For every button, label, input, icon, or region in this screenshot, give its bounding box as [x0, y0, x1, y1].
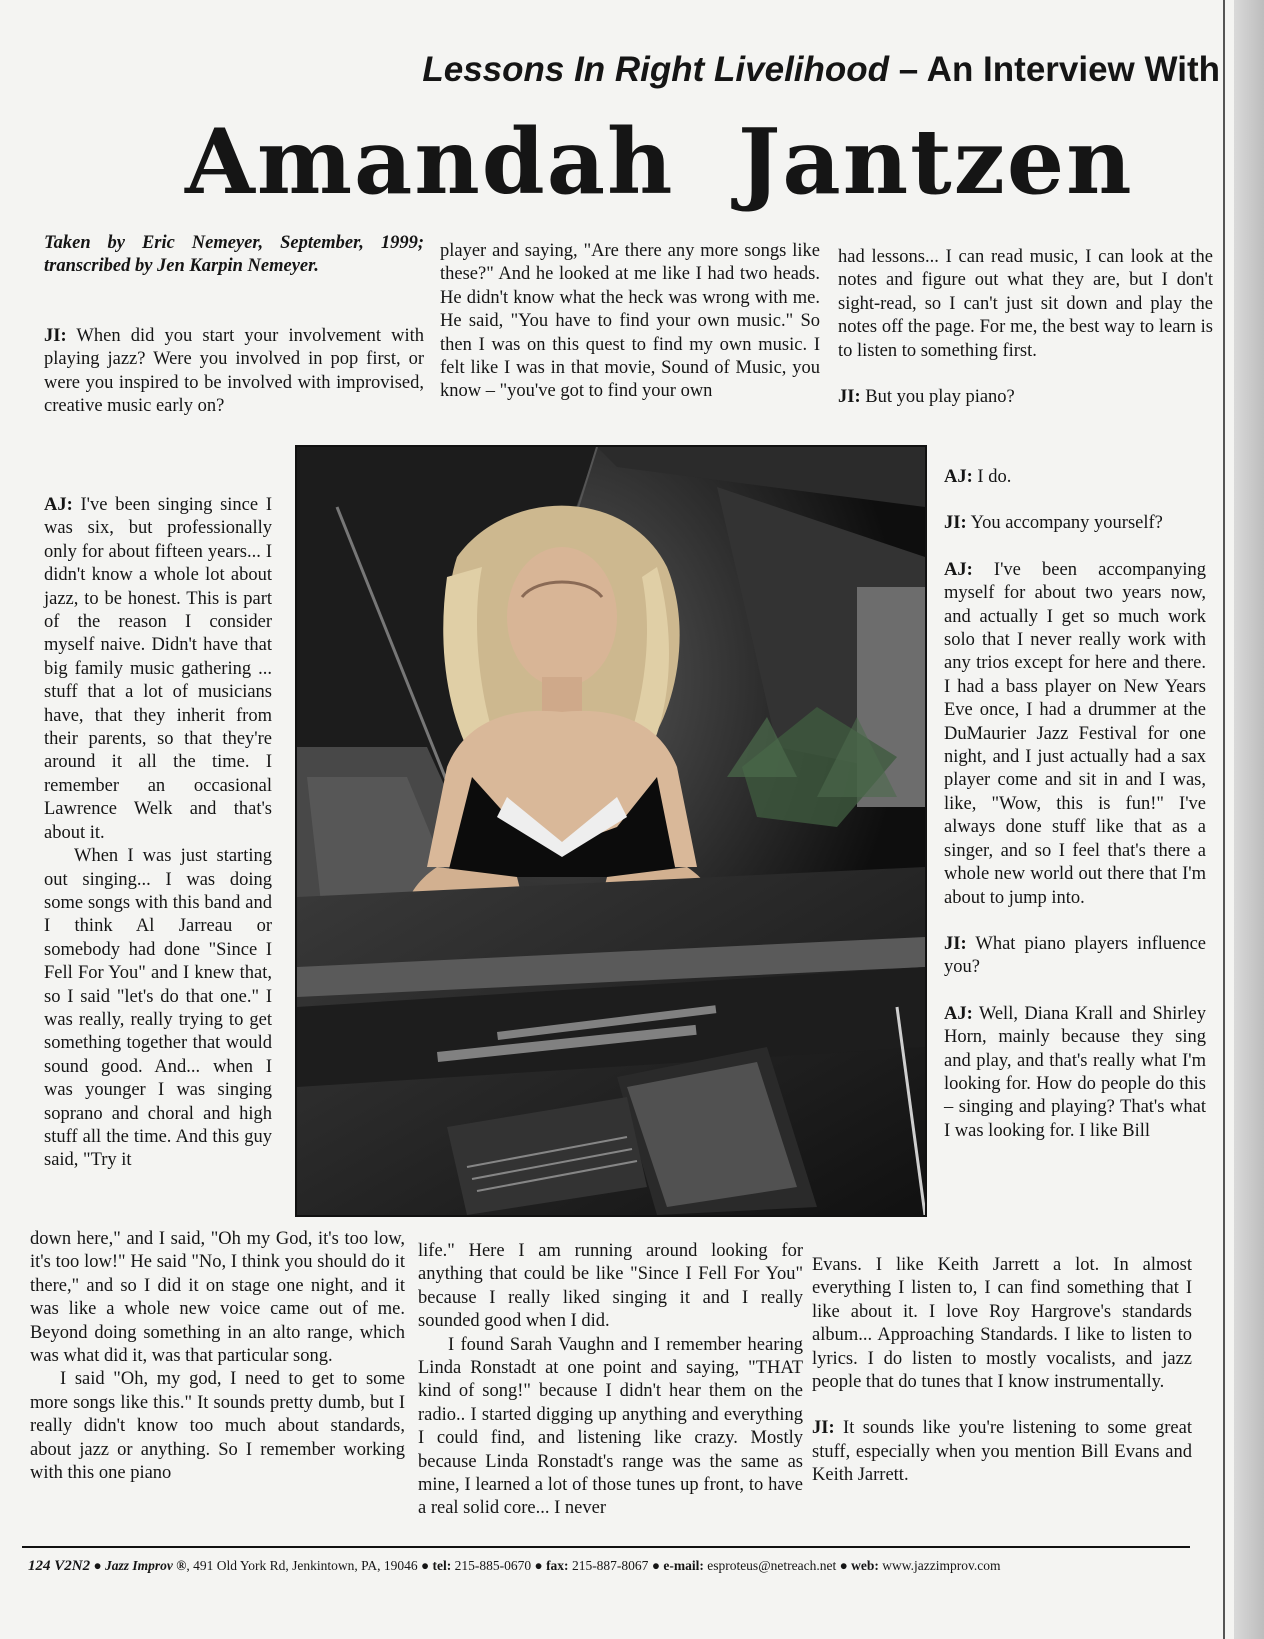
- paragraph-lessons: had lessons... I can read music, I can look at the notes and figure out what they are, but I don't sight-read, so I can't just sit down and play the notes off the page. For me, the best way to learn is to listen to something first.: [838, 247, 1213, 361]
- column-3-narrow: [944, 466, 1206, 1143]
- scan-edge-line: [1223, 0, 1225, 1639]
- website-address: www.jazzimprov.com: [878, 1558, 1001, 1573]
- question-5: JI: It sounds like you're listening to some great stuff, especially when you mention Bill Evans and Keith Jarrett.: [812, 1418, 1192, 1486]
- answer-4: AJ: Well, Diana Krall and Shirley Horn, mainly because they sing and play, and that's really what I'm looking for. How do people do this – singing and playing? That's what I was looking for. I like Bill: [944, 1003, 1206, 1141]
- answer-1: AJ: I've been singing since I was six, but professionally only for about fifteen years... I didn't know a whole lot about jazz, to be honest. This is part of the reason I consider myself naive. Didn't have that big family music gathering ... stuff that a lot of musicians have, that they inherit from their parents, so that they're around it all the time. I remember an occasional Lawrence Welk and that's about it.: [44, 495, 272, 843]
- column-2-top: [440, 240, 820, 404]
- speaker-label: AJ:: [44, 495, 73, 515]
- speaker-label: JI:: [944, 933, 967, 954]
- question-3: JI: You accompany yourself?: [944, 513, 1163, 534]
- paragraph-sarah-vaughn: I found Sarah Vaughn and I remember hearing Linda Ronstadt at one point and saying, "THAT kind of song!" because I didn't hear them on the radio.. I started digging up anything and everything I could find, and listening like crazy. Mostly because Linda Ronstadt's range was the same as mine, I learned a lot of those tunes up front, to have a real solid core... I never: [418, 1334, 803, 1519]
- answer-2: AJ: I do.: [944, 467, 1012, 487]
- magazine-name: Jazz Improv ®: [105, 1558, 187, 1573]
- page-number: 124 V2N2: [28, 1558, 91, 1574]
- paragraph-more-songs: I said "Oh, my god, I need to get to some more songs like this." It sounds pretty dumb, but I really didn't know too much about standards, about jazz or anything. So I remember working with this one piano: [30, 1369, 405, 1484]
- speaker-label: AJ:: [944, 1003, 973, 1024]
- paragraph-al-jarreau: When I was just starting out singing... I was doing some songs with this band and I think Al Jarreau or somebody had done "Since I Fell For You" and I knew that, so I said "let's do that one." I was really, really trying to get something together that would sound good. And... when I was younger I was singing soprano and choral and high stuff all the time. And this guy said, "Try it: [44, 846, 272, 1171]
- paragraph-own-music: player and saying, "Are there any more songs like these?" And he looked at me like I had two heads. He didn't know what the heck was wrong with me. He said, "You have to find your own music." So then I was on this quest to find my own music. I felt like I was in that movie, Sound of Music, you know – "you've got to find your own: [440, 241, 820, 402]
- speaker-label: AJ:: [944, 559, 973, 580]
- page-footer: 124 V2N2 ● Jazz Improv ®, 491 Old York Rd, Jenkintown, PA, 19046 ● tel: 215-885-0670 ● fax: 215-887-8067 ● e-mail: esproteus@netreach.net ● web: www.jazzimprov.com: [28, 1558, 1001, 1574]
- column-1-bottom: [30, 1228, 405, 1485]
- speaker-label: JI:: [944, 513, 967, 534]
- email-address: esproteus@netreach.net: [703, 1558, 837, 1573]
- speaker-label: JI:: [838, 387, 861, 408]
- speaker-label: JI:: [44, 325, 67, 346]
- column-1: [44, 232, 424, 418]
- column-2-bottom: [418, 1240, 803, 1521]
- column-3-bottom: [812, 1254, 1192, 1488]
- question-4: JI: What piano players influence you?: [944, 933, 1206, 978]
- answer-3: AJ: I've been accompanying myself for about two years now, and actually I get so much work solo that I never really work with any trios except for here and there. I had a bass player on New Years Eve once, I had a drummer at the DuMaurier Jazz Festival for one night, and I just actually had a sax player come and sit in and I was, like, "Wow, this is fun!" I've always done stuff like that as a singer, and so I feel that's there a whole new world out there that I'm about to jump into.: [944, 559, 1206, 908]
- footer-rule: [22, 1546, 1190, 1548]
- kicker-title: Lessons In Right Livelihood – An Interview With: [422, 50, 1220, 89]
- speaker-label: AJ:: [944, 467, 973, 487]
- piano-photo-illustration: [297, 447, 925, 1215]
- paragraph-since-i-fell: life." Here I am running around looking for anything that could be like "Since I Fell For You" because I really liked singing it and I really sounded good when I did.: [418, 1241, 803, 1332]
- column-1-narrow: [44, 494, 272, 1173]
- headline: Amandah Jantzen: [185, 109, 1134, 215]
- speaker-label: JI:: [812, 1418, 835, 1439]
- paragraph-alto-range: down here," and I said, "Oh my God, it's too low, it's too low!" He said "No, I think you should do it there," and so I did it on stage one night, and it was like a whole new voice came out of me. Beyond doing something in an alto range, which was what did it, was that particular song.: [30, 1229, 405, 1367]
- interview-credit: Taken by Eric Nemeyer, September, 1999; transcribed by Jen Karpin Nemeyer.: [44, 233, 424, 277]
- photo-singer-at-piano: [295, 445, 927, 1217]
- paragraph-bill-evans: Evans. I like Keith Jarrett a lot. In almost everything I listen to, I can find something that I like about it. I love Roy Hargrove's standards album... Approaching Standards. I like to listen to lyrics. I do listen to mostly vocalists, and jazz people that do tunes that I know instrumentally.: [812, 1255, 1192, 1393]
- column-3-top: [838, 246, 1213, 409]
- question-1: JI: When did you start your involvement with playing jazz? Were you involved in pop first, or were you inspired to be involved with improvised, creative music early on?: [44, 325, 424, 417]
- question-2: JI: But you play piano?: [838, 387, 1015, 408]
- scan-edge-shadow: [1234, 0, 1264, 1639]
